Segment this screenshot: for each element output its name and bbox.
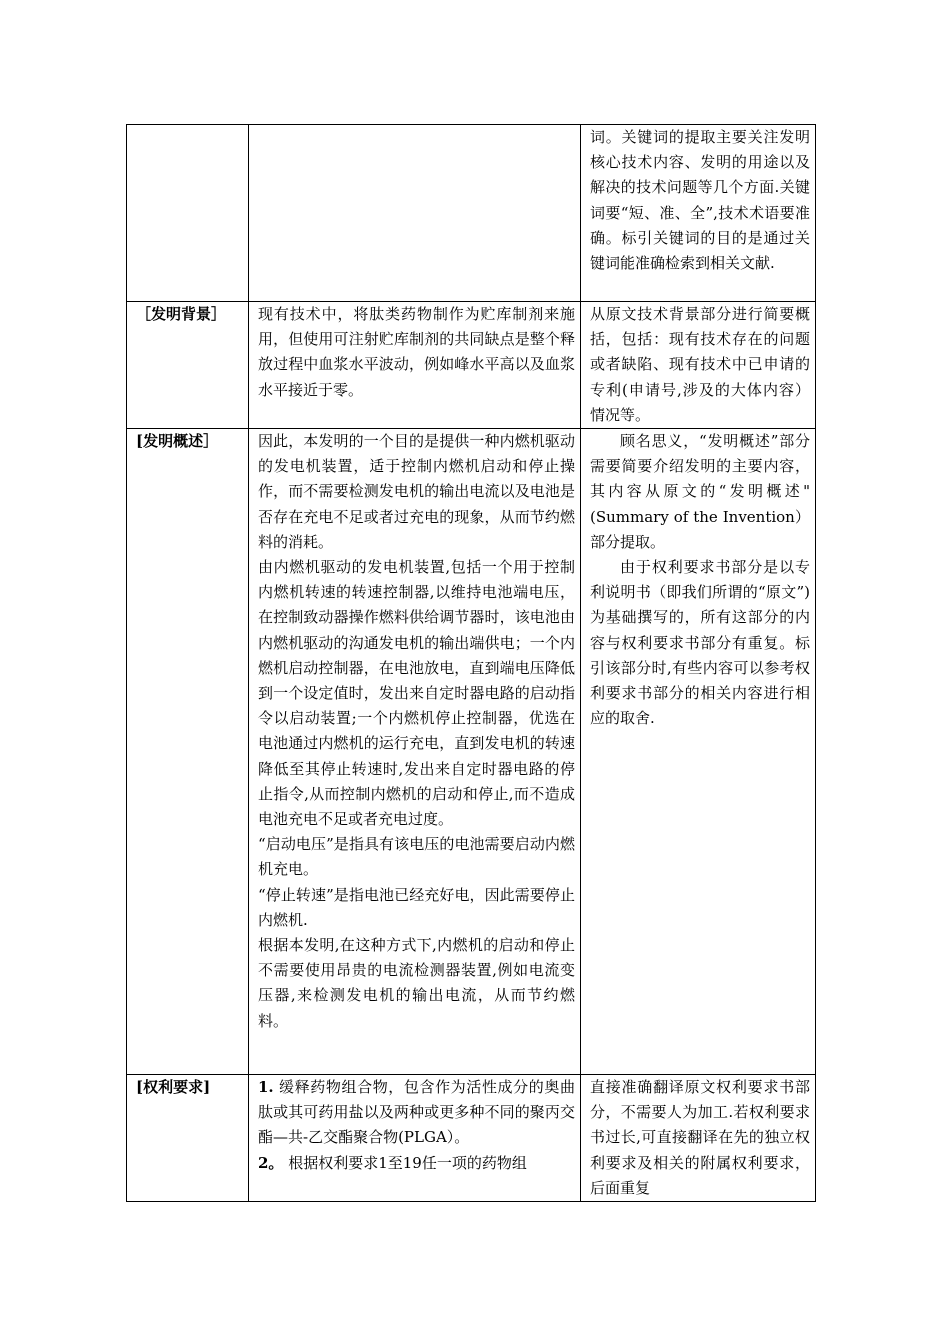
note-paragraph: 直接准确翻译原文权利要求书部分，不需要人为加工.若权利要求书过长,可直接翻译在先的独立权利要求及相关的附属权利要求，后面重复: [590, 1078, 810, 1197]
table-row-background: [127, 302, 816, 429]
content-paragraph: 现有技术中，将肽类药物制作为贮库制剂来施用，但使用可注射贮库制剂的共同缺点是整个释放过程中血浆水平波动，例如峰水平高以及血浆水平接近于零。: [258, 305, 575, 399]
indexing-table: [126, 124, 816, 1202]
note-paragraph: 从原文技术背景部分进行简要概括，包括：现有技术存在的问题或者缺陷、现有技术中已申请的专利(申请号,涉及的大体内容）情况等。: [590, 305, 810, 424]
row-label: [127, 125, 249, 302]
table-row-claims: [127, 1075, 816, 1202]
claim-text: 根据权利要求1至19任一项的药物组: [288, 1153, 527, 1172]
row-label-summary: [发明概述］: [127, 429, 249, 1075]
row-content: [249, 125, 581, 302]
note-paragraph: 由于权利要求书部分是以专利说明书（即我们所谓的“原文”)为基础撰写的，所有这部分的内容与权利要求书部分有重复。标引该部分时,有些内容可以参考权利要求书部分的相关内容进行相应的取舍.: [590, 558, 810, 728]
claim-number: 1.: [258, 1078, 274, 1097]
claim-item: [258, 1151, 575, 1176]
content-paragraph: 由内燃机驱动的发电机装置,包括一个用于控制内燃机转速的转速控制器,以维持电池端电压，在控制致动器操作燃料供给调节器时，该电池由内燃机驱动的沟通发电机的输出端供电；一个内燃机启动控制器，在电池放电，直到端电压降低到一个设定值时，发出来自定时器电路的启动指令以启动装置;一个内燃机停止控制器，优选在电池通过内燃机的运行充电，直到发电机的转速降低至其停止转速时,发出来自定时器电路的停止指令,从而控制内燃机的启动和停止,而不造成电池充电不足或者充电过度。: [258, 558, 575, 829]
row-note-background: [581, 302, 816, 429]
content-paragraph: “启动电压”是指具有该电压的电池需要启动内燃机充电。: [258, 835, 575, 879]
note-paragraph: 词。关键词的提取主要关注发明核心技术内容、发明的用途以及解决的技术问题等几个方面.关键词要“短、准、全”,技术术语要准确。标引关键词的目的是通过关键词能准确检索到相关文献.: [590, 128, 810, 273]
note-paragraph: 顾名思义，“发明概述”部分需要简要介绍发明的主要内容，其内容从原文的“发明概述"(Summary of the Invention）部分提取。: [590, 432, 810, 551]
row-note-summary: [581, 429, 816, 1075]
row-content-summary: [249, 429, 581, 1075]
content-paragraph: 因此，本发明的一个目的是提供一种内燃机驱动的发电机装置，适于控制内燃机启动和停止操作，而不需要检测发电机的输出电流以及电池是否存在充电不足或者过充电的现象，从而节约燃料的消耗。: [258, 432, 575, 551]
table-row-summary: [127, 429, 816, 1075]
claim-text: 缓释药物组合物，包含作为活性成分的奥曲肽或其可药用盐以及两种或更多种不同的聚丙交酯—共-乙交酯聚合物(PLGA）。: [258, 1078, 575, 1147]
row-label-claims: [权利要求]: [127, 1075, 249, 1202]
claim-number: 2。: [258, 1153, 284, 1172]
row-content-background: [249, 302, 581, 429]
row-note-claims: [581, 1075, 816, 1202]
content-paragraph: “停止转速”是指电池已经充好电，因此需要停止内燃机.: [258, 885, 575, 929]
content-paragraph: 根据本发明,在这种方式下,内燃机的启动和停止不需要使用昂贵的电流检测器装置,例如电流变压器,来检测发电机的输出电流，从而节约燃料。: [258, 936, 575, 1030]
row-label-background: ［发明背景］: [127, 302, 249, 429]
row-content-claims: [249, 1075, 581, 1202]
table-row-keywords: [127, 125, 816, 302]
claim-item: [258, 1075, 575, 1151]
row-note: [581, 125, 816, 302]
